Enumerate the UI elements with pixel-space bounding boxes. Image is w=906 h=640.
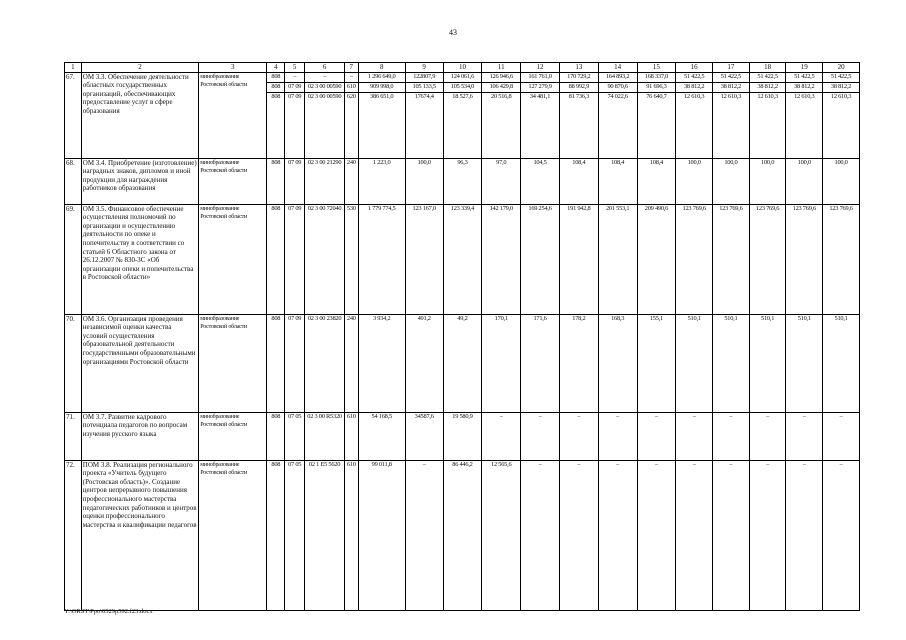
amount-cell xyxy=(823,158,860,204)
page-number: 43 xyxy=(449,28,457,37)
column-number-header: 9 xyxy=(405,63,443,73)
amount-cell xyxy=(443,158,482,204)
amount-value: 123 167,0 xyxy=(412,204,436,212)
column-number-header: 2 xyxy=(81,63,198,73)
amount-cell xyxy=(749,72,786,158)
amount-cell xyxy=(823,204,860,314)
amount-value: 12 610,3 xyxy=(757,92,778,100)
amount-cell xyxy=(405,412,443,460)
amount-value: – xyxy=(538,412,542,420)
amount-value: 170,1 xyxy=(494,314,508,322)
amount-cell xyxy=(405,72,443,158)
amount-value: 168,3 xyxy=(611,314,625,322)
amount-cell xyxy=(786,72,823,158)
expense-type-code xyxy=(344,204,358,314)
amount-cell xyxy=(823,412,860,460)
amount-value: 97,0 xyxy=(496,158,507,166)
amount-value: – xyxy=(654,412,658,420)
amount-value: 74 022,6 xyxy=(607,92,628,100)
amount-cell xyxy=(713,460,750,610)
amount-value: 1 223,0 xyxy=(372,158,391,166)
amount-value: – xyxy=(729,460,733,468)
ministry-code xyxy=(267,204,285,314)
amount-cell xyxy=(598,158,637,204)
amount-value: 12 610,3 xyxy=(830,92,852,100)
amount-cell xyxy=(443,460,482,610)
amount-value: – xyxy=(839,460,843,468)
amount-value: 96,3 xyxy=(457,158,468,166)
column-number-header-row xyxy=(65,63,860,73)
section-code-value: 07 09 xyxy=(288,158,302,166)
amount-value: 38 812,2 xyxy=(713,83,749,93)
amount-cell xyxy=(676,204,713,314)
amount-cell xyxy=(598,72,637,158)
amount-value: 386 651,0 xyxy=(370,92,394,100)
amount-value: 12 565,6 xyxy=(491,460,512,468)
amount-value: 76 640,7 xyxy=(646,92,667,100)
amount-cell xyxy=(443,314,482,412)
amount-value: 123 769,6 xyxy=(719,204,743,212)
amount-value: – xyxy=(692,460,696,468)
amount-cell xyxy=(749,314,786,412)
target-article-code-value: 02 1 E5 5620 xyxy=(308,460,341,468)
column-number-header: 1 xyxy=(65,63,82,73)
amount-value: 123 769,6 xyxy=(682,204,706,212)
ministry-code xyxy=(267,460,285,610)
amount-cell xyxy=(786,158,823,204)
column-number-header: 15 xyxy=(637,63,676,73)
amount-value: 510,1 xyxy=(687,314,701,322)
amount-value: 170 729,2 xyxy=(560,73,598,83)
amount-value: 169 254,6 xyxy=(528,204,552,212)
measure-name: ОМ 3.5. Финансовое обеспечение осуществления полномочий по организации и осуществлению деятельности по опеке и попечительству в соответствии со статьей 6 Областного закона от 26.12.2007 № 830-ЗС «Об организации опеки и попечительства в Ростовской области» xyxy=(81,204,198,314)
amount-cell xyxy=(405,158,443,204)
target-article-code xyxy=(305,158,345,204)
amount-cell xyxy=(786,314,823,412)
target-article-code xyxy=(305,204,345,314)
expense-type-code-value: 610 xyxy=(346,412,356,420)
amount-cell xyxy=(559,204,598,314)
expense-type-code-value: – xyxy=(345,73,358,83)
footer-file-path: Y:\ORST\Ppo\0529p592.f23.docx xyxy=(64,608,153,615)
amount-value: 105 133,5 xyxy=(406,83,443,93)
amount-value: – xyxy=(802,460,806,468)
amount-value: 108,4 xyxy=(611,158,625,166)
amount-value: 164 893,2 xyxy=(599,73,637,83)
expense-type-code-value: 610 xyxy=(346,460,356,468)
amount-value: 12 610,3 xyxy=(683,92,705,100)
amount-value: 124 061,6 xyxy=(444,73,482,83)
amount-cell xyxy=(713,314,750,412)
target-article-code-value: 02 3 00 23820 xyxy=(307,314,342,322)
table-row xyxy=(65,460,860,610)
ministry-code-value: 808 xyxy=(267,73,284,83)
target-article-code-value: 02 3 00 72040 xyxy=(307,204,342,212)
amount-cell xyxy=(749,412,786,460)
target-article-code xyxy=(305,314,345,412)
section-code xyxy=(285,204,305,314)
section-code-value: – xyxy=(285,73,304,83)
amount-cell xyxy=(823,314,860,412)
measure-name: ОМ 3.3. Обеспечение деятельности областных государственных организаций, обеспечивающих предоставление услуг в сфере образования xyxy=(81,72,198,158)
expense-type-code-value: 240 xyxy=(346,314,356,322)
table-row xyxy=(65,314,860,412)
amount-cell xyxy=(482,412,521,460)
budget-table xyxy=(64,62,860,611)
amount-value: 100,0 xyxy=(797,158,811,166)
executor-name: минобразование Ростовской области xyxy=(199,314,267,412)
executor-name: минобразование Ростовской области xyxy=(199,158,267,204)
section-code-value: 07 09 xyxy=(288,92,302,100)
expense-type-code-value: 530 xyxy=(346,204,356,212)
amount-value: 38 812,2 xyxy=(823,83,859,93)
expense-type-code-value: 620 xyxy=(346,92,356,100)
amount-value: – xyxy=(654,460,658,468)
amount-cell xyxy=(713,412,750,460)
column-number-header: 17 xyxy=(713,63,750,73)
amount-cell xyxy=(676,158,713,204)
amount-value: 99 011,8 xyxy=(371,460,392,468)
table-row xyxy=(65,204,860,314)
column-number-header: 10 xyxy=(443,63,482,73)
column-number-header: 11 xyxy=(482,63,521,73)
amount-cell xyxy=(559,460,598,610)
target-article-code xyxy=(305,460,345,610)
amount-value: 491,2 xyxy=(417,314,431,322)
amount-cell xyxy=(559,412,598,460)
measure-name: ОМ 3.4. Приобретение (изготовление) наградных знаков, дипломов и иной продукции для награждения работников образования xyxy=(81,158,198,204)
amount-value: 209 490,6 xyxy=(644,204,669,212)
amount-value: 168 337,0 xyxy=(638,73,676,83)
amount-cell xyxy=(358,204,405,314)
amount-value: 51 422,5 xyxy=(676,73,712,83)
executor-name: минобразование Ростовской области xyxy=(199,204,267,314)
amount-cell xyxy=(713,204,750,314)
amount-cell xyxy=(482,158,521,204)
row-number: 68. xyxy=(65,158,82,204)
amount-cell xyxy=(637,204,676,314)
expense-type-code-value: 610 xyxy=(345,83,358,93)
section-code xyxy=(285,412,305,460)
column-number-header: 14 xyxy=(598,63,637,73)
amount-value: 178,2 xyxy=(572,314,586,322)
amount-cell xyxy=(482,314,521,412)
expense-type-code xyxy=(344,72,358,158)
column-number-header: 4 xyxy=(267,63,285,73)
target-article-code-value: 02 3 00 21290 xyxy=(307,158,342,166)
amount-value: 38 812,2 xyxy=(750,83,786,93)
amount-cell xyxy=(637,412,676,460)
section-code xyxy=(285,314,305,412)
amount-cell xyxy=(358,158,405,204)
amount-value: 34587,6 xyxy=(414,412,434,420)
amount-value: 1 779 774,5 xyxy=(367,204,396,212)
expense-type-code xyxy=(344,412,358,460)
expense-type-code-value: 240 xyxy=(346,158,356,166)
column-number-header: 16 xyxy=(676,63,713,73)
amount-value: 123 339,4 xyxy=(450,204,475,212)
amount-cell xyxy=(521,460,560,610)
ministry-code-value: 808 xyxy=(271,92,281,100)
column-number-header: 8 xyxy=(358,63,405,73)
executor-name: минобразование Ростовской области xyxy=(199,412,267,460)
ministry-code-value: 808 xyxy=(271,158,281,166)
amount-value: 88 992,9 xyxy=(560,83,598,93)
amount-value: – xyxy=(616,412,620,420)
amount-cell xyxy=(482,204,521,314)
table-row xyxy=(65,412,860,460)
amount-value: 38 812,2 xyxy=(786,83,822,93)
measure-name: ПОМ 3.8. Реализация регионального проекта «Учитель будущего (Ростовская область)». Создание центров непрерывного повышения профессионального мастерства педагогических работников и центров оценки профессионального мастерства и квалификации педагогов xyxy=(81,460,198,610)
row-number: 69. xyxy=(65,204,82,314)
amount-value: – xyxy=(538,460,542,468)
amount-value: 20 516,8 xyxy=(491,92,512,100)
amount-value: 100,0 xyxy=(687,158,701,166)
amount-cell xyxy=(676,412,713,460)
amount-value: – xyxy=(766,460,770,468)
measure-name: ОМ 3.7. Развитие кадрового потенциала педагогов по вопросам изучения русского языка xyxy=(81,412,198,460)
amount-value: 51 422,5 xyxy=(786,73,822,83)
amount-cell xyxy=(676,460,713,610)
column-number-header: 7 xyxy=(344,63,358,73)
amount-value: 49,2 xyxy=(457,314,468,322)
amount-value: 510,1 xyxy=(797,314,811,322)
amount-cell xyxy=(823,460,860,610)
amount-cell xyxy=(443,204,482,314)
amount-value: – xyxy=(499,412,503,420)
row-number: 67. xyxy=(65,72,82,158)
amount-cell xyxy=(482,460,521,610)
section-code xyxy=(285,158,305,204)
amount-cell xyxy=(559,158,598,204)
amount-value: 108,4 xyxy=(649,158,663,166)
column-number-header: 13 xyxy=(559,63,598,73)
amount-value: 38 812,2 xyxy=(676,83,712,93)
amount-value: 201 553,1 xyxy=(605,204,630,212)
amount-value: – xyxy=(766,412,770,420)
amount-value: 191 942,8 xyxy=(567,204,591,212)
expense-type-code xyxy=(344,158,358,204)
amount-cell xyxy=(482,72,521,158)
amount-cell xyxy=(676,72,713,158)
amount-cell xyxy=(713,72,750,158)
amount-value: 81 736,3 xyxy=(568,92,590,100)
amount-cell xyxy=(521,158,560,204)
expense-type-code xyxy=(344,460,358,610)
amount-value: 123 769,6 xyxy=(829,204,853,212)
amount-cell xyxy=(559,72,598,158)
amount-cell xyxy=(637,158,676,204)
amount-cell xyxy=(358,460,405,610)
section-code-value: 07 05 xyxy=(288,460,302,468)
executor-name: минобразование Ростовской области xyxy=(199,460,267,610)
amount-value: 86 446,2 xyxy=(452,460,473,468)
amount-cell xyxy=(443,412,482,460)
row-number: 71. xyxy=(65,412,82,460)
amount-value: 34 481,1 xyxy=(529,92,551,100)
ministry-code-value: 808 xyxy=(271,460,281,468)
amount-value: 127 279,9 xyxy=(521,83,559,93)
amount-cell xyxy=(598,314,637,412)
row-number: 72. xyxy=(65,460,82,610)
column-number-header: 19 xyxy=(786,63,823,73)
amount-cell xyxy=(786,412,823,460)
column-number-header: 12 xyxy=(521,63,560,73)
amount-value: – xyxy=(692,412,696,420)
amount-value: 126 946,6 xyxy=(482,73,520,83)
amount-value: – xyxy=(802,412,806,420)
amount-value: 108,4 xyxy=(572,158,586,166)
amount-cell xyxy=(521,314,560,412)
amount-value: 51 422,5 xyxy=(713,73,749,83)
amount-value: 51 422,5 xyxy=(823,73,859,83)
amount-cell xyxy=(598,460,637,610)
amount-value: 100,0 xyxy=(417,158,431,166)
section-code-value: 07 09 xyxy=(288,314,302,322)
amount-cell xyxy=(405,460,443,610)
amount-value: 123 769,6 xyxy=(755,204,780,212)
ministry-code-value: 808 xyxy=(271,204,281,212)
amount-cell xyxy=(823,72,860,158)
amount-cell xyxy=(749,158,786,204)
ministry-code xyxy=(267,158,285,204)
amount-value: 106 429,8 xyxy=(482,83,520,93)
target-article-code xyxy=(305,72,345,158)
amount-value: 51 422,5 xyxy=(750,73,786,83)
amount-cell xyxy=(521,412,560,460)
amount-value: 123 769,6 xyxy=(792,204,816,212)
amount-cell xyxy=(637,314,676,412)
amount-cell xyxy=(405,204,443,314)
ministry-code xyxy=(267,412,285,460)
amount-cell xyxy=(559,314,598,412)
amount-cell xyxy=(713,158,750,204)
ministry-code-value: 808 xyxy=(267,83,284,93)
amount-cell xyxy=(358,72,405,158)
amount-value: 12 610,3 xyxy=(720,92,742,100)
amount-value: 91 696,3 xyxy=(638,83,676,93)
ministry-code-value: 808 xyxy=(271,314,281,322)
amount-value: 105 534,0 xyxy=(444,83,482,93)
amount-cell xyxy=(598,204,637,314)
amount-cell xyxy=(749,204,786,314)
executor-name: минобразование Ростовской области xyxy=(199,72,267,158)
amount-value: 18 527,6 xyxy=(452,92,473,100)
section-code-value: 07 09 xyxy=(288,204,302,212)
ministry-code xyxy=(267,72,285,158)
amount-cell xyxy=(521,72,560,158)
amount-value: 909 998,0 xyxy=(359,83,405,93)
row-number: 70. xyxy=(65,314,82,412)
amount-cell xyxy=(637,72,676,158)
amount-cell xyxy=(749,460,786,610)
table-row xyxy=(65,158,860,204)
amount-value: 19 580,9 xyxy=(452,412,473,420)
column-number-header: 20 xyxy=(823,63,860,73)
ministry-code xyxy=(267,314,285,412)
amount-value: 122807,9 xyxy=(406,73,443,83)
column-number-header: 3 xyxy=(199,63,267,73)
amount-cell xyxy=(676,314,713,412)
amount-cell xyxy=(637,460,676,610)
amount-value: – xyxy=(577,460,581,468)
amount-value: 3 934,2 xyxy=(372,314,391,322)
amount-value: 171,6 xyxy=(533,314,547,322)
amount-value: 100,0 xyxy=(834,158,848,166)
section-code xyxy=(285,72,305,158)
ministry-code-value: 808 xyxy=(271,412,281,420)
amount-value: 100,0 xyxy=(724,158,738,166)
target-article-code-value: 02 3 00 00590 xyxy=(307,92,342,100)
amount-cell xyxy=(443,72,482,158)
amount-value: 12 610,3 xyxy=(794,92,815,100)
amount-value: 104,5 xyxy=(533,158,547,166)
target-article-code-value: – xyxy=(305,73,344,83)
amount-value: 1 296 649,0 xyxy=(359,73,405,83)
amount-value: – xyxy=(616,460,620,468)
amount-value: 90 870,6 xyxy=(599,83,637,93)
amount-value: – xyxy=(577,412,581,420)
amount-value: – xyxy=(422,460,426,468)
amount-value: 510,1 xyxy=(761,314,775,322)
amount-cell xyxy=(598,412,637,460)
target-article-code xyxy=(305,412,345,460)
amount-value: 142 179,0 xyxy=(489,204,513,212)
amount-value: – xyxy=(839,412,843,420)
table-row xyxy=(65,72,860,158)
amount-value: 510,1 xyxy=(834,314,848,322)
column-number-header: 6 xyxy=(305,63,345,73)
amount-value: 100,0 xyxy=(761,158,775,166)
amount-cell xyxy=(786,460,823,610)
amount-cell xyxy=(786,204,823,314)
amount-cell xyxy=(405,314,443,412)
expense-type-code xyxy=(344,314,358,412)
amount-value: 161 761,0 xyxy=(521,73,559,83)
amount-value: 510,1 xyxy=(724,314,738,322)
section-code-value: 07 09 xyxy=(285,83,304,93)
amount-value: 54 168,5 xyxy=(371,412,392,420)
measure-name: ОМ 3.6. Организация проведения независимой оценки качества условий осуществления образовательной деятельности государственными образовательными организациями Ростовской области xyxy=(81,314,198,412)
amount-value: 155,1 xyxy=(649,314,663,322)
amount-cell xyxy=(521,204,560,314)
column-number-header: 18 xyxy=(749,63,786,73)
amount-cell xyxy=(358,314,405,412)
amount-cell xyxy=(358,412,405,460)
section-code xyxy=(285,460,305,610)
amount-value: – xyxy=(729,412,733,420)
target-article-code-value: 02 3 00 R5320 xyxy=(307,412,342,420)
column-number-header: 5 xyxy=(285,63,305,73)
target-article-code-value: 02 3 00 00590 xyxy=(305,83,344,93)
amount-value: 17674,4 xyxy=(414,92,434,100)
section-code-value: 07 05 xyxy=(288,412,302,420)
